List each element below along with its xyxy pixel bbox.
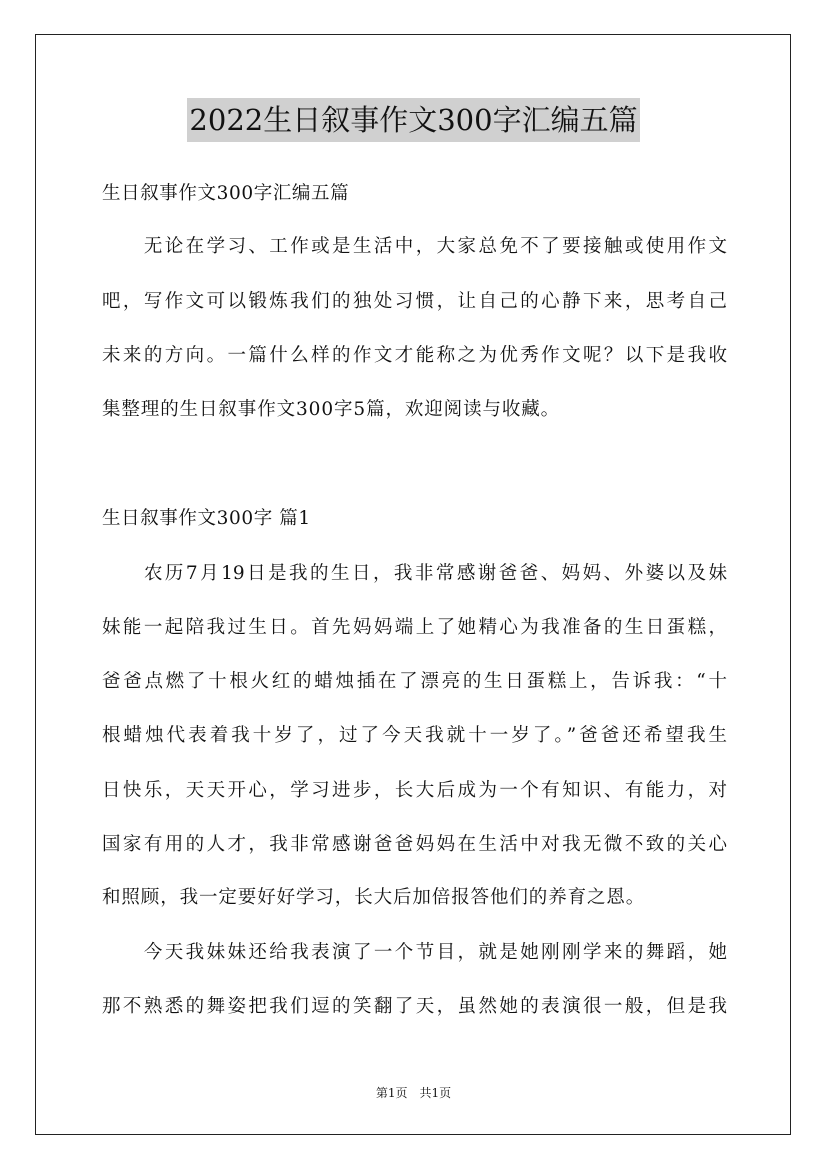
intro-line: 未来的方向。一篇什么样的作文才能称之为优秀作文呢？以下是我收: [102, 345, 727, 366]
intro-line: 集整理的生日叙事作文300字5篇，欢迎阅读与收藏。: [102, 399, 561, 420]
document-title: 2022生日叙事作文300字汇编五篇: [187, 98, 639, 142]
paragraph-line: 那不熟悉的舞姿把我们逗的笑翻了天，虽然她的表演很一般，但是我: [102, 996, 727, 1017]
paragraph-line: 国家有用的人才，我非常感谢爸爸妈妈在生活中对我无微不致的关心: [102, 834, 727, 855]
intro-line: 无论在学习、工作或是生活中，大家总免不了要接触或使用作文: [102, 236, 727, 257]
paragraph-line: 今天我妹妹还给我表演了一个节目，就是她刚刚学来的舞蹈，她: [102, 942, 727, 963]
section-heading: 生日叙事作文300字 篇1: [102, 508, 311, 529]
page-footer: 第1页 共1页: [375, 1086, 452, 1100]
intro-line: 吧，写作文可以锻炼我们的独处习惯，让自己的心静下来，思考自己: [102, 291, 727, 312]
document-subtitle: 生日叙事作文300字汇编五篇: [102, 183, 350, 204]
paragraph-line: 农历7月19日是我的生日，我非常感谢爸爸、妈妈、外婆以及妹: [102, 563, 727, 584]
paragraph-line: 爸爸点燃了十根火红的蜡烛插在了漂亮的生日蛋糕上，告诉我：“十: [102, 671, 727, 692]
paragraph-line: 根蜡烛代表着我十岁了，过了今天我就十一岁了。”爸爸还希望我生: [102, 725, 727, 746]
title-container: [0, 98, 827, 142]
paragraph-line: 和照顾，我一定要好好学习，长大后加倍报答他们的养育之恩。: [102, 887, 646, 908]
paragraph-line: 日快乐，天天开心，学习进步，长大后成为一个有知识、有能力，对: [102, 780, 727, 801]
paragraph-line: 妹能一起陪我过生日。首先妈妈端上了她精心为我准备的生日蛋糕，: [102, 617, 727, 638]
